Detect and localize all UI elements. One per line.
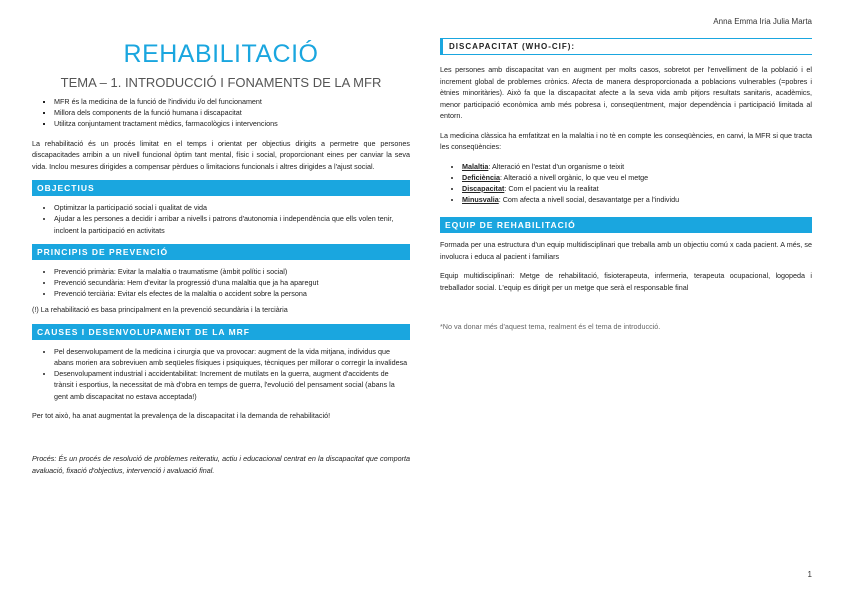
section-heading-equip: EQUIP DE REHABILITACIÓ [440, 217, 812, 233]
list-item: • Prevenció terciària: Evitar els efectes de la malaltia o accident sobre la persona [54, 288, 410, 299]
term-description: : Com el pacient viu la realitat [504, 183, 599, 193]
discapacitat-paragraph-2: La medicina clàssica ha emfatitzat en la malaltia i no tè en compte les conseqüències, en canvi, la MFR si que tracta les conseqüències: [440, 130, 812, 151]
page-title: REHABILITACIÓ [123, 40, 319, 68]
section-heading-objectius: OBJECTIUS [32, 180, 410, 196]
equip-paragraph-2: Equip multidisciplinari: Metge de rehabilitació, fisioterapeuta, infermeria, terapeuta ocupacional, logopeda i treballador social. L'equip es dirigit per un metge que serà el responsable final [440, 271, 812, 292]
intro-paragraph: La rehabilitació és un procés limitat en el temps i orientat per objectius dirigits a permetre que persones discapacitades arribin a un nivell funcional òptim tant mental, físic i social, proporcionant eines per canviar la seva vida. Inclou mesures dirigides a compensar pèrdues o limitacions funcionals i altres dirigides a l'ajust social. [32, 138, 410, 171]
list-item: ▪ MFR és la medicina de la funció de l'individu i/o del funcionament [54, 96, 410, 107]
section-heading-discapacitat: DISCAPACITAT (WHO-CIF): [440, 38, 812, 55]
list-item: • Prevenció secundària: Hem d'evitar la progressió d'una malaltia que ja ha aparegut [54, 277, 410, 288]
causes-conclusion: Per tot això, ha anat augmentat la prevalença de la discapacitat i la demanda de rehabilitació! [32, 410, 331, 420]
term-label: Malaltia [462, 161, 489, 171]
term-description: : Alteració a nivell orgànic, lo que veu el metge [499, 172, 649, 182]
term-description: : Com afecta a nivell social, desavantatge per a l'individu [498, 195, 680, 205]
list-item: ▪ Millora dels components de la funció humana i discapacitat [54, 107, 410, 118]
list-item: • Prevenció primària: Evitar la malaltia o traumatisme (àmbit polític i social) [54, 266, 410, 277]
list-item: ▪ Utilitza conjuntament tractament mèdics, farmacològics i intervencions [54, 118, 410, 129]
objectius-list [32, 202, 410, 236]
page-subtitle: TEMA – 1. INTRODUCCIÓ I FONAMENTS DE LA MFR [60, 75, 382, 90]
term-label: Minusvalia [462, 195, 499, 205]
conseqüencies-list [440, 161, 812, 206]
list-item: • Optimitzar la participació social i qualitat de vida [54, 202, 410, 213]
list-item: • Desenvolupament industrial i accidentabilitat: Increment de mutilats en la guerra, augment d'accidents de trànsit i esportius, la necessitat de mà d'obra en temps de guerra, l'evolució del pensament social (abans la gent amb discapacitat no estava acceptada!) [54, 368, 410, 402]
author-name: Anna Emma Iria Julia Marta [713, 17, 812, 26]
right-column [440, 38, 812, 333]
prevencio-note: (!) La rehabilitació es basa principalment en la prevenció secundària i la terciària [32, 305, 288, 315]
left-column [32, 30, 410, 476]
section-heading-prevencio: PRINCIPIS DE PREVENCIÓ [32, 244, 410, 260]
process-footnote: Procés: És un procés de resolució de problemes reiteratiu, actiu i educacional centrat en la discapacitat que comporta avaluació, fixació d'objectius, intervenció i avaluació final. [32, 454, 410, 475]
prevencio-list [32, 266, 410, 300]
list-item [462, 161, 812, 172]
list-item [462, 194, 812, 205]
list-item: • Pel desenvolupament de la medicina i cirurgia que va provocar: augment de la vida mitjana, individus que abans morien ara sobreviuen amb seqüeles físiques i psiquiques, tècniques per millorar o corregir la invalidesa [54, 346, 410, 368]
causes-list [32, 346, 410, 402]
discapacitat-paragraph-1: Les persones amb discapacitat van en augment per molts casos, sobretot per l'envelliment de la població i el increment global de problemes crònics. Afecta de manera desproporcionada a poblacions vulnerables (=pobres i ètnies minoritàries). Això fa que la discapacitat afecte a la seva vida amb pitjors resultats sanitaris, acadèmics, menor participació econòmica amb més pobresa i, conseqüentment, major dependència i participació limitada al entorn. [440, 65, 812, 120]
section-heading-causes: CAUSES I DESENVOLUPAMENT DE LA MRF [32, 324, 410, 340]
list-item [462, 172, 812, 183]
list-item [462, 183, 812, 194]
page-number: 1 [807, 570, 812, 579]
equip-paragraph-1: Formada per una estructura d'un equip multidisciplinari que treballa amb un objectiu comú x cada pacient. A més, se involucra i educa al pacient i familiars [440, 240, 812, 261]
equip-note: *No va donar més d'aquest tema, realment és el tema de introducció. [440, 322, 661, 332]
intro-list [32, 96, 410, 130]
term-description: : Alteració en l'estat d'un organisme o teixit [488, 161, 625, 171]
term-label: Discapacitat [462, 183, 505, 193]
term-label: Deficiència [462, 172, 500, 182]
list-item: • Ajudar a les persones a decidir i arribar a nivells i patrons d'autonomia i independència que ells volen tenir, incloent la participació en activitats [54, 213, 410, 235]
